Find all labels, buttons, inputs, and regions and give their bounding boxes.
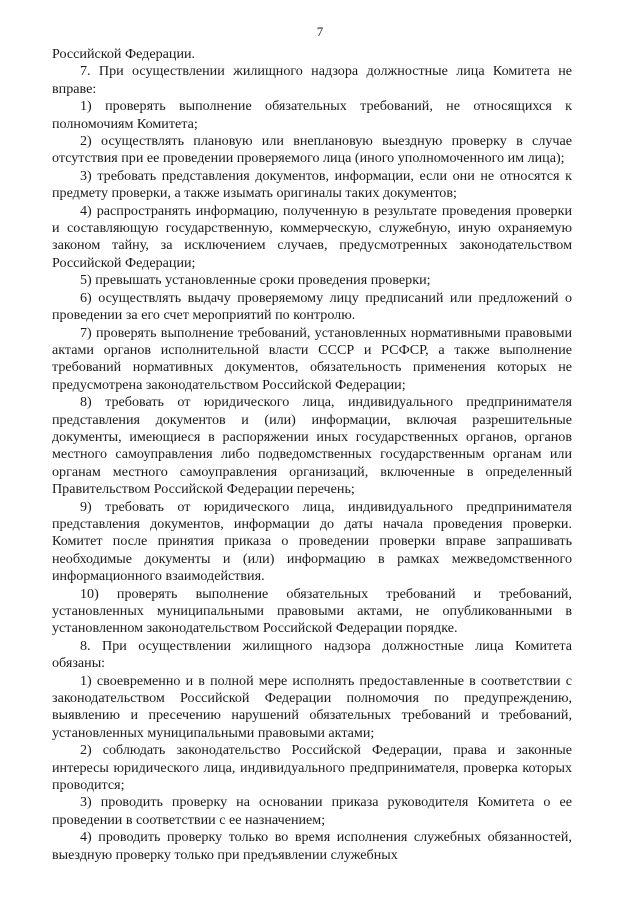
paragraph: 7) проверять выполнение требований, установленных нормативными правовыми актами органов исполнительной власти СССР и РСФСР, а также выполнение требований нормативных документов, обязательность применения которых не предусмотрена законодательством Российской Федерации; bbox=[52, 324, 572, 393]
paragraph: 10) проверять выполнение обязательных требований и требований, установленных муниципальными правовыми актами, не опубликованными в установленном законодательством Российской Федерации порядке. bbox=[52, 585, 572, 637]
paragraph: 1) своевременно и в полной мере исполнять предоставленные в соответствии с законодательством Российской Федерации полномочия по предупреждению, выявлению и пресечению нарушений обязательных требований и требований, установленных муниципальными правовыми актами; bbox=[52, 672, 572, 741]
paragraph: 4) проводить проверку только во время исполнения служебных обязанностей, выездную проверку только при предъявлении служебных bbox=[52, 829, 572, 863]
paragraph: 1) проверять выполнение обязательных требований, не относящихся к полномочиям Комитета; bbox=[52, 98, 572, 132]
document-body bbox=[52, 46, 572, 864]
paragraph: 2) соблюдать законодательство Российской Федерации, права и законные интересы юридического лица, индивидуального предпринимателя, проверка которых проводится; bbox=[52, 742, 572, 794]
paragraph: 3) проводить проверку на основании приказа руководителя Комитета о ее проведении в соответствии с ее назначением; bbox=[52, 794, 572, 828]
paragraph: 6) осуществлять выдачу проверяемому лицу предписаний или предложений о проведении за его счет мероприятий по контролю. bbox=[52, 289, 572, 324]
paragraph: 9) требовать от юридического лица, индивидуального предпринимателя представления документов, информации до даты начала проведения проверки. Комитет после принятия приказа о проведении проверки вправе запрашивать необходимые документы и (или) информацию в рамках межведомственного информационного взаимодействия. bbox=[52, 498, 572, 585]
page-number: 7 bbox=[316, 24, 324, 39]
paragraph: Российской Федерации. bbox=[52, 46, 196, 62]
paragraph: 4) распространять информацию, полученную в результате проведения проверки и составляющую государственную, коммерческую, служебную, иную охраняемую законом тайну, за исключением случаев, предусмотренных законодательством Российской Федерации; bbox=[52, 202, 572, 271]
paragraph: 8) требовать от юридического лица, индивидуального предпринимателя представления документов и (или) информации, включая разрешительные документы, имеющиеся в распоряжении иных государственных органов, органов местного самоуправления либо подведомственных государственным органам или органам местного самоуправления организаций, включенные в определенный Правительством Российской Федерации перечень; bbox=[52, 394, 572, 498]
paragraph: 3) требовать представления документов, информации, если они не относятся к предмету проверки, а также изымать оригиналы таких документов; bbox=[52, 167, 572, 202]
paragraph: 8. При осуществлении жилищного надзора должностные лица Комитета обязаны: bbox=[52, 637, 572, 672]
paragraph: 7. При осуществлении жилищного надзора должностные лица Комитета не вправе: bbox=[52, 63, 572, 97]
paragraph: 2) осуществлять плановую или внеплановую выездную проверку в случае отсутствия при ее проведении проверяемого лица (иного уполномоченного им лица); bbox=[52, 133, 572, 167]
paragraph: 5) превышать установленные сроки проведения проверки; bbox=[80, 272, 431, 289]
